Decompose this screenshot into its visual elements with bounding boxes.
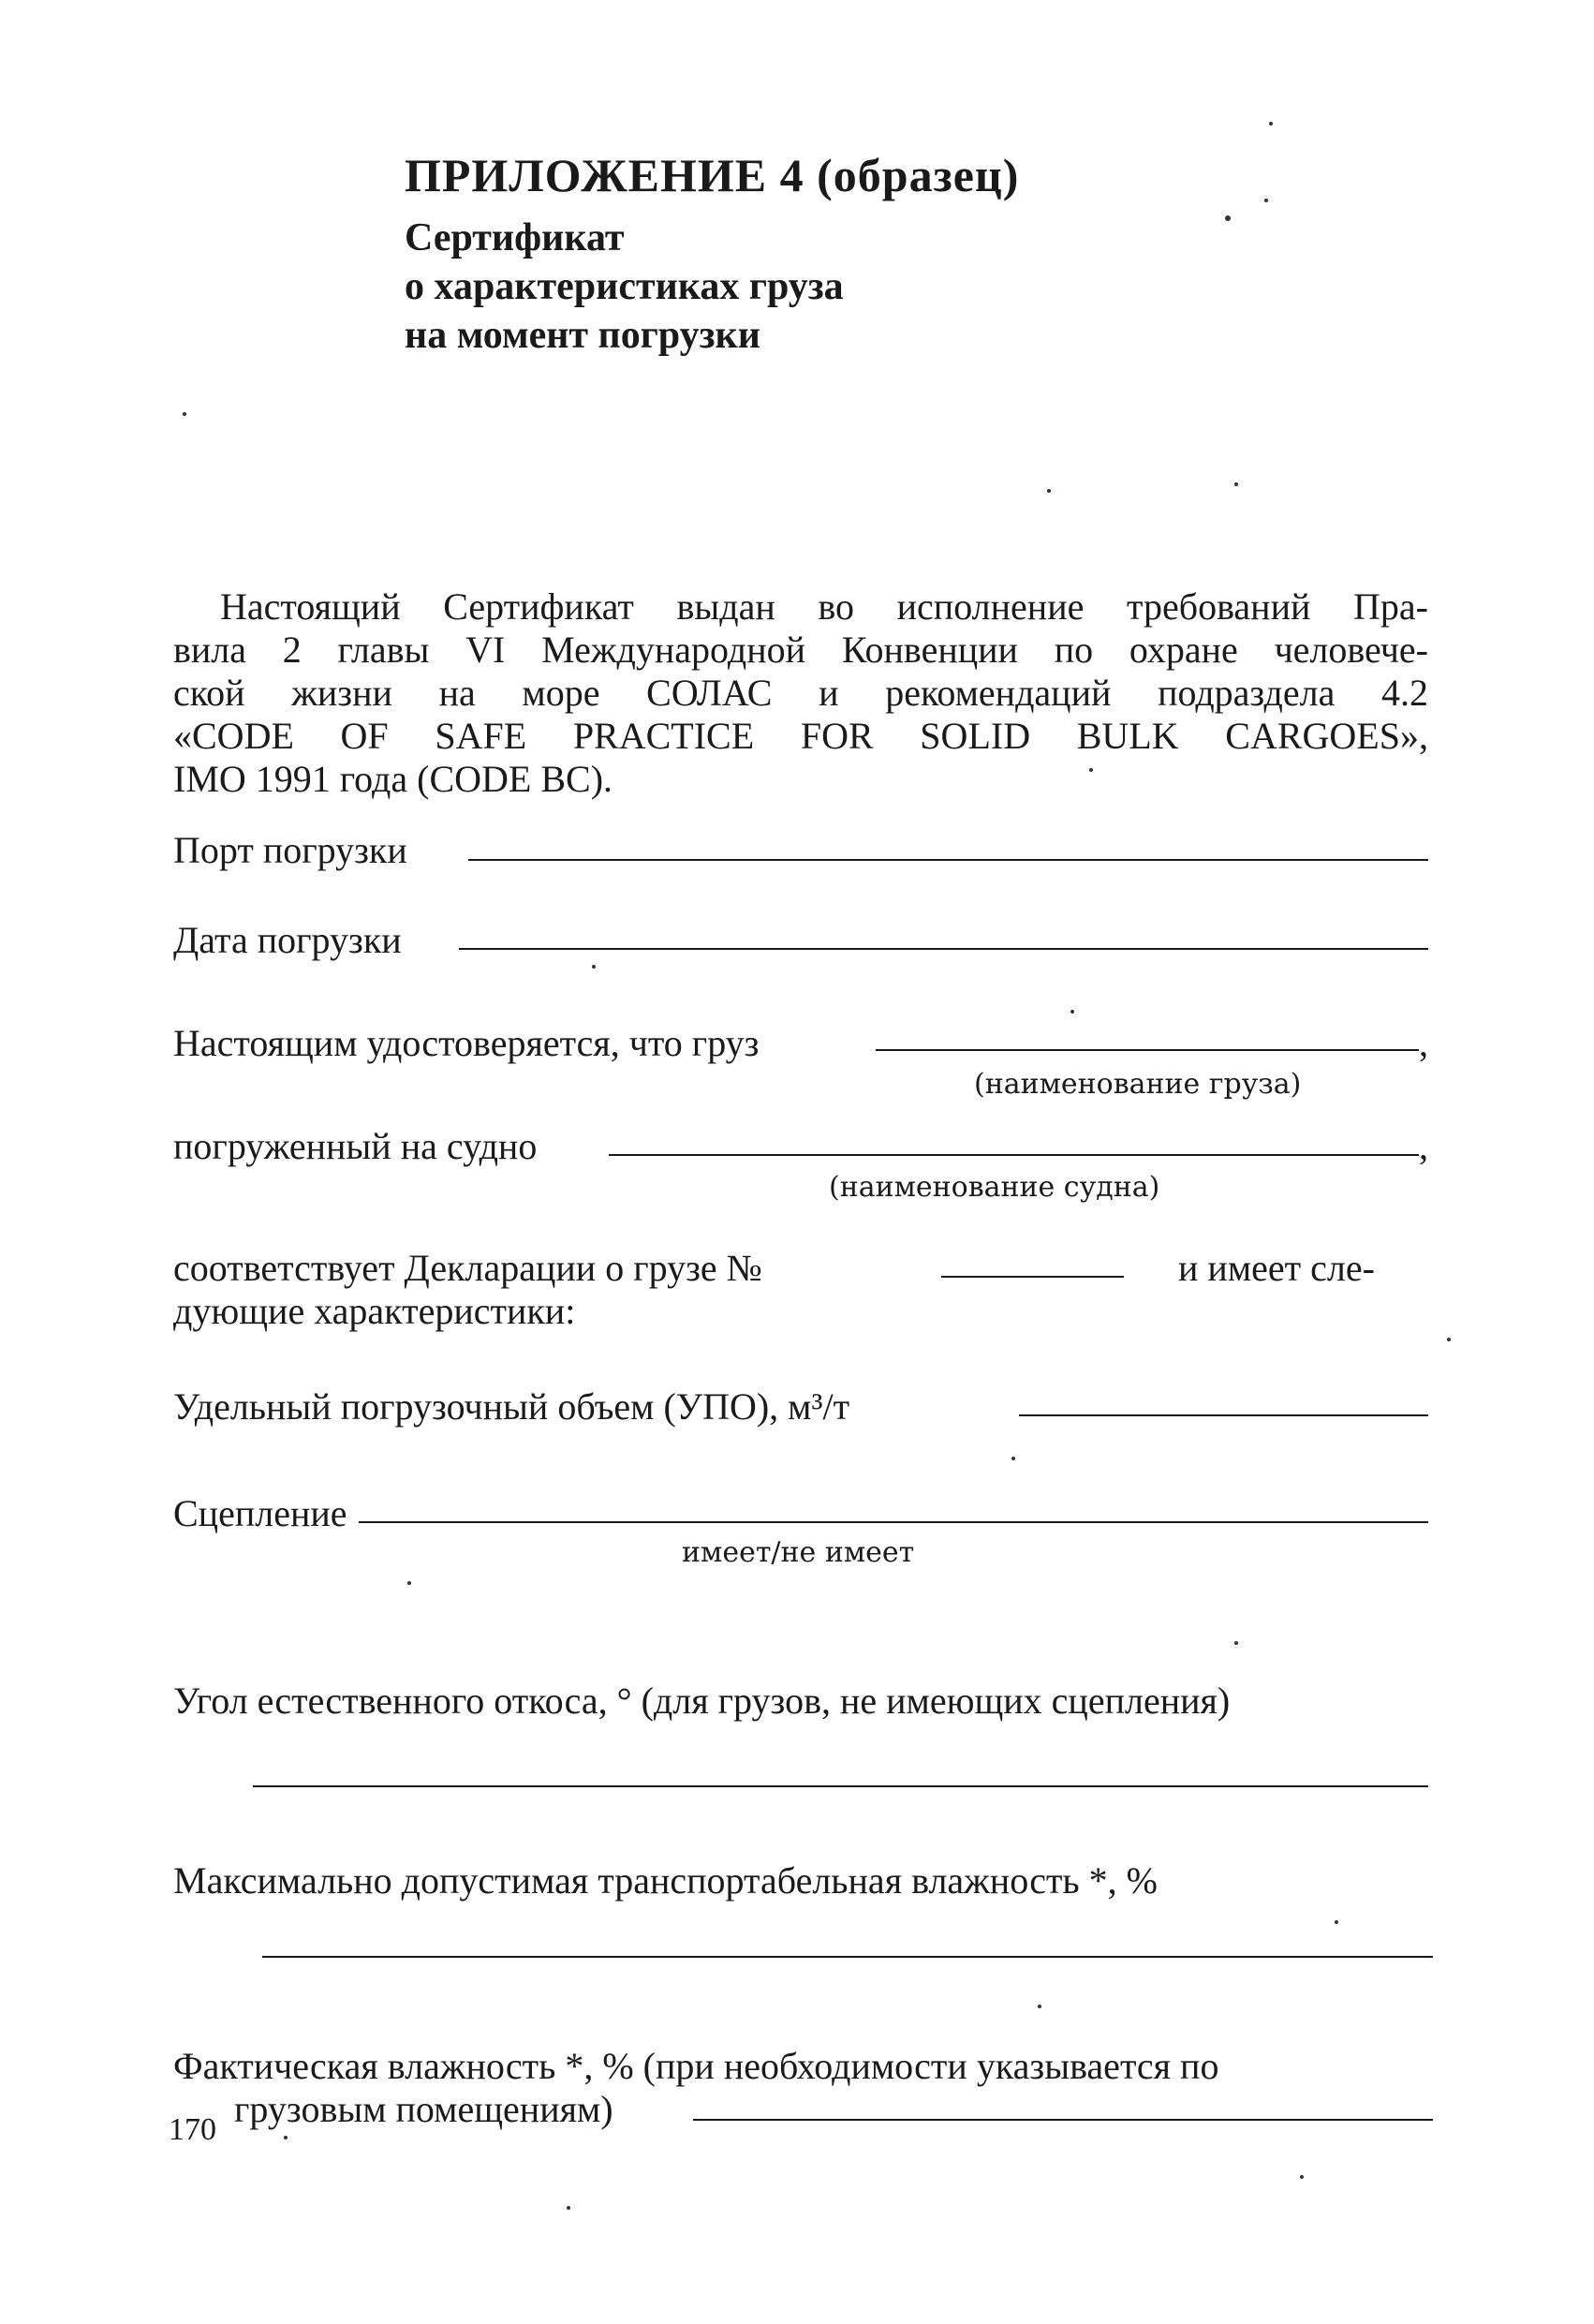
scan-speck [1225, 215, 1231, 221]
declaration-tail: и имеет сле- [1178, 1247, 1375, 1289]
cohesion-label: Сцепление [173, 1492, 347, 1534]
intro-line: ской жизни на море СОЛАС и рекомендаций подраздела 4.2 [173, 672, 1428, 714]
intro-line: вила 2 главы VI Международной Конвенции по охране человече- [173, 629, 1428, 671]
page-number: 170 [169, 2112, 216, 2147]
intro-line: Настоящий Сертификат выдан во исполнение требований Пра- [220, 585, 1428, 628]
scan-speck [1070, 1010, 1074, 1014]
cohesion-caption: имеет/не имеет [682, 1536, 915, 1569]
scan-speck [1335, 1920, 1338, 1924]
cargo-name-field[interactable] [876, 1049, 1419, 1051]
stowage-factor-field[interactable] [1019, 1414, 1428, 1416]
actual-moisture-label: Фактическая влажность *, % (при необходимости указывается по [173, 2045, 1219, 2087]
scan-speck [1234, 1641, 1238, 1645]
date-of-loading-label: Дата погрузки [173, 919, 402, 961]
declaration-line-2: дующие характеристики: [173, 1290, 576, 1332]
scan-speck [1269, 122, 1273, 126]
intro-line: IMO 1991 года (CODE BC). [173, 758, 613, 800]
scan-speck [592, 965, 596, 969]
actual-moisture-label-line-2: грузовым помещениям) [234, 2088, 613, 2130]
scan-speck [284, 2136, 288, 2139]
scan-speck [1089, 768, 1093, 772]
scan-speck [183, 412, 186, 416]
tml-field[interactable] [262, 1956, 1433, 1958]
scan-speck [1038, 2005, 1041, 2008]
scan-speck [1011, 1457, 1015, 1460]
certify-label: Настоящим удостоверяется, что груз [173, 1022, 760, 1064]
port-of-loading-label: Порт погрузки [173, 829, 407, 871]
scan-speck [1047, 489, 1051, 493]
scan-speck [1234, 482, 1238, 486]
certificate-title [405, 214, 844, 360]
scan-speck [407, 1581, 411, 1585]
port-of-loading-field[interactable] [468, 859, 1428, 861]
intro-paragraph [173, 585, 1428, 801]
loaded-on-vessel-label: погруженный на судно [173, 1125, 538, 1167]
vessel-name-caption: (наименование судна) [829, 1171, 1160, 1204]
certificate-title-line: о характеристиках груза [405, 265, 844, 308]
tml-label: Максимально допустимая транспортабельная влажность *, % [173, 1859, 1158, 1902]
cargo-name-caption: (наименование груза) [974, 1068, 1302, 1101]
stowage-factor-label: Удельный погрузочный объем (УПО), м³/т [173, 1385, 850, 1428]
scan-speck [567, 2206, 570, 2210]
scan-speck [1264, 199, 1268, 202]
comma: , [1419, 1022, 1428, 1064]
vessel-name-field[interactable] [609, 1154, 1419, 1156]
declaration-label: соответствует Декларации о грузе № [173, 1247, 762, 1289]
certificate-title-line: Сертификат [405, 216, 625, 259]
appendix-title: ПРИЛОЖЕНИЕ 4 (образец) [405, 149, 1020, 201]
cohesion-field[interactable] [359, 1521, 1428, 1523]
intro-line: «CODE OF SAFE PRACTICE FOR SOLID BULK CARGOES», [173, 715, 1428, 757]
actual-moisture-field[interactable] [693, 2119, 1433, 2121]
angle-of-repose-field[interactable] [253, 1785, 1428, 1787]
declaration-number-field[interactable] [941, 1276, 1124, 1278]
comma: , [1419, 1125, 1428, 1167]
certificate-title-line: на момент погрузки [405, 314, 760, 357]
date-of-loading-field[interactable] [459, 948, 1428, 950]
scan-speck [1447, 1338, 1451, 1341]
angle-of-repose-label: Угол естественного откоса, ° (для грузов, не имеющих сцепления) [173, 1680, 1231, 1722]
scan-speck [1300, 2175, 1304, 2179]
